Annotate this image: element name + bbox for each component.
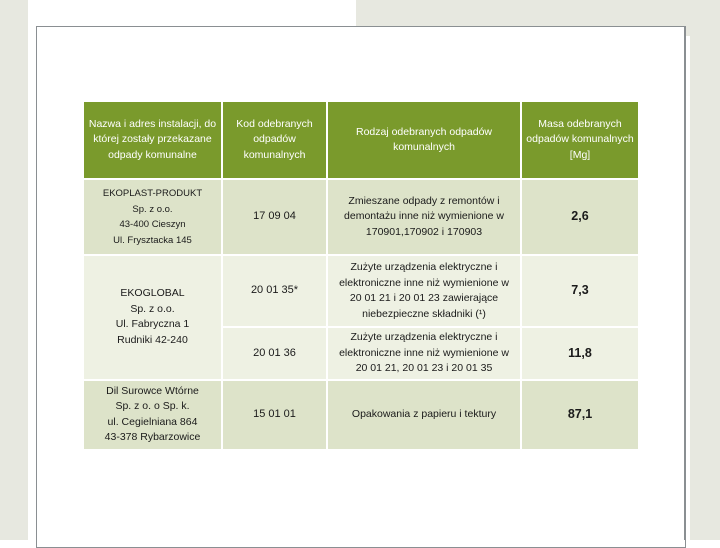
installation-line: EKOGLOBAL xyxy=(120,287,185,300)
type-cell: Zużyte urządzenia elektryczne i elektroniczne inne niż wymienione w 20 01 21 i 20 01 23 zawierające niebezpieczne składniki (¹) xyxy=(327,255,521,327)
type-cell: Zmieszane odpady z remontów i demontażu inne niż wymienione w 170901,170902 i 170903 xyxy=(327,179,521,255)
waste-table xyxy=(82,100,640,451)
decor-band-right xyxy=(690,0,720,540)
installation-line: Sp. z o. o Sp. k. xyxy=(115,400,190,412)
frame-accent-right xyxy=(684,26,685,540)
table-row xyxy=(83,255,639,327)
table-row xyxy=(83,179,639,255)
header-type: Rodzaj odebranych odpadów komunalnych xyxy=(327,101,521,179)
installation-line: ul. Cegielniana 864 xyxy=(107,415,198,428)
type-cell: Zużyte urządzenia elektryczne i elektroniczne inne niż wymienione w 20 01 21, 20 01 23 i 20 01 35 xyxy=(327,327,521,380)
installation-line: Dil Surowce Wtórne xyxy=(106,384,199,397)
header-row xyxy=(83,101,639,179)
header-code: Kod odebranych odpadów komunalnych xyxy=(222,101,327,179)
installation-cell xyxy=(83,380,222,450)
installation-line: 43-400 Cieszyn xyxy=(119,219,186,230)
installation-line: Rudniki 42-240 xyxy=(117,333,188,346)
code-cell: 17 09 04 xyxy=(222,179,327,255)
mass-cell: 2,6 xyxy=(521,179,639,255)
installation-line: 43-378 Rybarzowice xyxy=(104,431,201,443)
mass-cell: 11,8 xyxy=(521,327,639,380)
installation-line: Sp. z o.o. xyxy=(130,302,175,315)
installation-line: Sp. z o.o. xyxy=(132,203,173,215)
installation-line: EKOPLAST-PRODUKT xyxy=(102,188,203,199)
frame-accent-top xyxy=(356,26,686,27)
header-mass: Masa odebranych odpadów komunalnych [Mg] xyxy=(521,101,639,179)
code-cell: 15 01 01 xyxy=(222,380,327,450)
installation-line: Ul. Fabryczna 1 xyxy=(115,318,190,331)
code-cell: 20 01 36 xyxy=(222,327,327,380)
code-cell: 20 01 35* xyxy=(222,255,327,327)
header-installation: Nazwa i adres instalacji, do której zostały przekazane odpady komunalne xyxy=(83,101,222,179)
installation-line: Ul. Frysztacka 145 xyxy=(113,234,192,246)
installation-cell xyxy=(83,179,222,255)
mass-cell: 7,3 xyxy=(521,255,639,327)
table-row xyxy=(83,380,639,450)
mass-cell: 87,1 xyxy=(521,380,639,450)
type-cell: Opakowania z papieru i tektury xyxy=(327,380,521,450)
decor-band-left xyxy=(0,0,28,540)
installation-cell xyxy=(83,255,222,380)
